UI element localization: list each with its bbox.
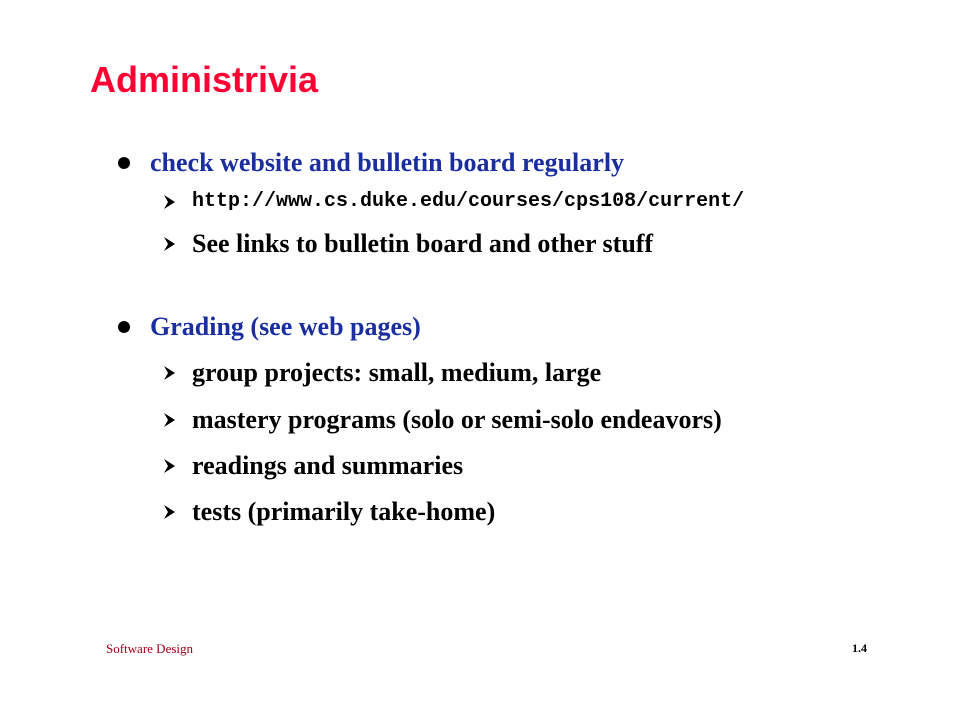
footer-course-name: Software Design: [106, 641, 194, 656]
bullet-text: Grading (see web pages): [150, 312, 421, 341]
slide-number: 1.4: [852, 641, 867, 655]
arrowhead-icon: [162, 495, 178, 529]
arrowhead-icon: [162, 403, 178, 437]
sub-item-text: readings and summaries: [192, 451, 464, 480]
slide-title: Administrivia: [90, 59, 319, 100]
bullet-dot-icon: [118, 157, 130, 169]
arrowhead-icon: [162, 356, 178, 390]
sub-item-text: tests (primarily take-home): [192, 497, 496, 526]
sub-item-text: mastery programs (solo or semi-solo endeavors): [192, 405, 722, 434]
sub-item-text: See links to bulletin board and other stuff: [192, 229, 654, 258]
arrowhead-icon: [162, 227, 178, 261]
course-url-link[interactable]: http://www.cs.duke.edu/courses/cps108/current/: [192, 190, 745, 213]
sub-item-text: group projects: small, medium, large: [192, 358, 602, 387]
arrowhead-icon: [162, 185, 178, 219]
bullet-dot-icon: [118, 321, 130, 333]
arrowhead-icon: [162, 449, 178, 483]
bullet-text: check website and bulletin board regularly: [150, 148, 625, 177]
